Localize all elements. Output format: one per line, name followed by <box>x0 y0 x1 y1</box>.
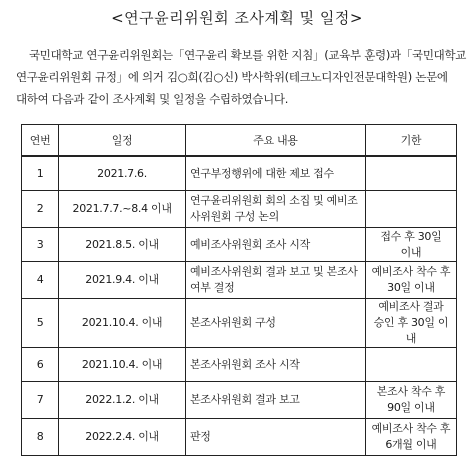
table-row <box>22 156 457 191</box>
table-row <box>22 262 457 299</box>
cell-no: 3 <box>22 228 59 262</box>
cell-due <box>365 262 456 299</box>
table-body <box>22 156 457 456</box>
cell-date: 2021.10.4. 이내 <box>59 348 186 382</box>
cell-due <box>365 156 456 191</box>
due-line: 승인 후 30일 이내 <box>373 316 449 345</box>
cell-no: 8 <box>22 419 59 456</box>
cell-date: 2021.9.4. 이내 <box>59 262 186 299</box>
intro-line: 국민대학교 연구윤리위원회는「연구윤리 확보를 위한 지침」(교육부 훈령)과「국민대학교 <box>29 48 467 62</box>
header-content: 주요 내용 <box>185 125 365 157</box>
cell-content: 예비조사위원회 조사 시작 <box>185 228 365 262</box>
header-due: 기한 <box>365 125 456 157</box>
cell-date: 2021.7.7.~8.4 이내 <box>59 191 186 228</box>
table-row <box>22 299 457 348</box>
table-row <box>22 191 457 228</box>
table-row <box>22 228 457 262</box>
cell-content: 예비조사위원회 결과 보고 및 본조사 여부 결정 <box>185 262 365 299</box>
due-line: 90일 이내 <box>387 401 435 414</box>
table-row <box>22 348 457 382</box>
cell-due <box>365 299 456 348</box>
cell-date: 2021.7.6. <box>59 156 186 191</box>
cell-date: 2022.2.4. 이내 <box>59 419 186 456</box>
cell-no: 5 <box>22 299 59 348</box>
header-date: 일정 <box>59 125 186 157</box>
cell-content: 연구윤리위원회 회의 소집 및 예비조사위원회 구성 논의 <box>185 191 365 228</box>
cell-content: 본조사위원회 구성 <box>185 299 365 348</box>
due-line: 30일 이내 <box>387 281 435 294</box>
header-no: 연번 <box>22 125 59 157</box>
cell-date: 2022.1.2. 이내 <box>59 382 186 419</box>
cell-date: 2021.10.4. 이내 <box>59 299 186 348</box>
cell-due <box>365 348 456 382</box>
due-line: 접수 후 30일 <box>380 229 442 243</box>
cell-date: 2021.8.5. 이내 <box>59 228 186 262</box>
due-line: 이내 <box>400 245 422 259</box>
cell-content: 본조사위원회 결과 보고 <box>185 382 365 419</box>
cell-due <box>365 419 456 456</box>
cell-no: 6 <box>22 348 59 382</box>
table-row <box>22 419 457 456</box>
due-line: 예비조사 결과 <box>378 300 444 313</box>
cell-content: 연구부정행위에 대한 제보 접수 <box>185 156 365 191</box>
cell-due <box>365 191 456 228</box>
cell-no: 2 <box>22 191 59 228</box>
cell-no: 7 <box>22 382 59 419</box>
cell-due <box>365 382 456 419</box>
table-row <box>22 382 457 419</box>
intro-line: 대하여 다음과 같이 조사계획 및 일정을 수립하였습니다. <box>16 92 289 106</box>
due-line: 6개월 이내 <box>385 438 437 451</box>
due-line: 본조사 착수 후 <box>376 385 446 398</box>
intro-paragraph <box>16 44 467 110</box>
due-line: 예비조사 착수 후 <box>371 265 451 278</box>
cell-due <box>365 228 456 262</box>
intro-line: 연구윤리위원회 규정」에 의거 김○희(김○신) 박사학위(테크노디자인전문대학원) 논문에 <box>16 70 448 84</box>
cell-no: 1 <box>22 156 59 191</box>
header-row <box>22 125 457 157</box>
table-header <box>22 125 457 157</box>
due-line: 예비조사 착수 후 <box>371 422 451 435</box>
cell-content: 본조사위원회 조사 시작 <box>185 348 365 382</box>
cell-content: 판정 <box>185 419 365 456</box>
document-title: <연구윤리위원회 조사계획 및 일정> <box>111 9 363 27</box>
cell-no: 4 <box>22 262 59 299</box>
schedule-table <box>21 124 457 456</box>
